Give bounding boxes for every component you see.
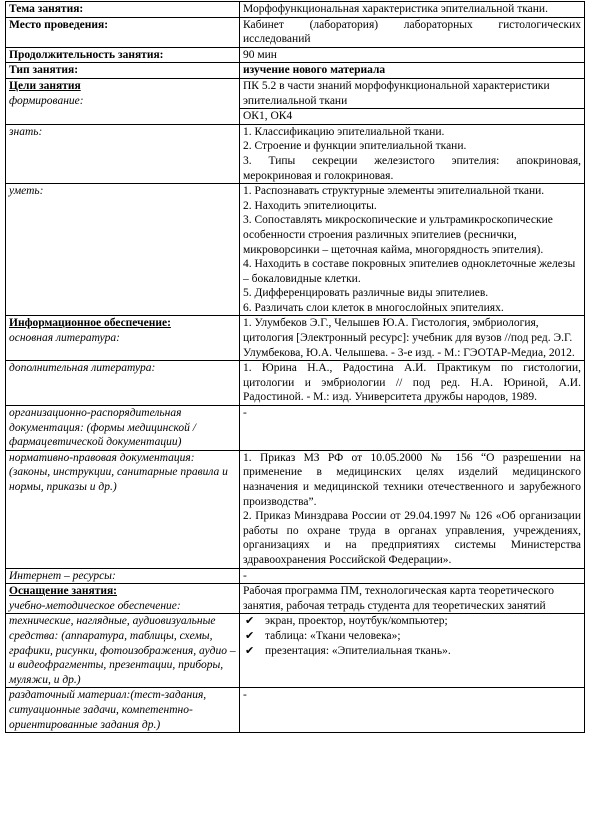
duration-value: 90 мин: [240, 47, 585, 63]
norm-value-cell: [240, 450, 585, 568]
place-value: Кабинет (лаборатория) лабораторных гистологических исследований: [240, 17, 585, 47]
row-able: [6, 184, 585, 316]
place-label: Место проведения:: [6, 17, 240, 47]
check-mark-icon: ✔: [245, 614, 255, 628]
check-mark-icon: ✔: [245, 628, 255, 642]
equip-value: Рабочая программа ПМ, технологическая карта теоретического занятия, рабочая тетрадь студента для теоретических занятий: [240, 584, 585, 614]
row-topic: [6, 2, 585, 18]
goals-value-2: ОК1, ОК4: [240, 109, 585, 125]
know-value-cell: [240, 124, 585, 183]
tech-item: [243, 629, 581, 644]
goals-label-cell: [6, 78, 240, 124]
able-label: уметь:: [6, 184, 240, 316]
check-mark-icon: ✔: [245, 643, 255, 657]
tech-list: [243, 614, 581, 658]
goals-label: Цели занятия: [9, 79, 81, 92]
tech-value-cell: [240, 614, 585, 688]
internet-value: -: [240, 568, 585, 584]
able-item: 1. Распознавать структурные элементы эпителиальной ткани.: [243, 185, 545, 198]
row-tech: [6, 614, 585, 688]
lesson-plan-table: [5, 1, 585, 733]
type-label: Тип занятия:: [6, 63, 240, 79]
row-type: [6, 63, 585, 79]
able-item: 2. Находить эпителиоциты.: [243, 199, 377, 212]
row-equip: [6, 584, 585, 614]
extra-value: 1. Юрина Н.А., Радостина А.И. Практикум по гистологии, цитологии и эмбриологии // под ред. Н.А. Юриной, А.И. Радостиной. - М.: изд. Университета дружбы народов, 1989.: [240, 361, 585, 406]
duration-label: Продолжительность занятия:: [6, 47, 240, 63]
row-internet: [6, 568, 585, 584]
able-item: 3. Сопоставлять микроскопические и ультрамикроскопические особенности строения различных эпителиев (реснички, микроворсинки – щеточная кайма, многорядность эпителия).: [243, 214, 553, 256]
tech-item: [243, 644, 581, 659]
info-value: 1. Улумбеков Э.Г., Челышев Ю.А. Гистология, эмбриология, цитология [Электронный ресурс]: учебник для вузов //под ред. Э.Г. Улумбекова, Ю.А. Челышева. - 3-е изд. - М.: ГЭОТАР-Медиа, 2012.: [240, 316, 585, 361]
tech-label: технические, наглядные, аудиовизуальные средства: (аппаратура, таблицы, схемы, графики, рисунки, фотоизображения, аудио – и видеофрагменты, презентации, приборы, муляжи, и др.): [6, 614, 240, 688]
equip-sublabel: учебно-методическое обеспечение:: [9, 599, 181, 612]
row-org: [6, 406, 585, 451]
know-label: знать:: [6, 124, 240, 183]
row-goals-1: [6, 78, 585, 108]
know-item: 1. Классификацию эпителиальной ткани.: [243, 125, 445, 138]
info-label: Информационное обеспечение:: [9, 317, 171, 330]
extra-label: дополнительная литература:: [6, 361, 240, 406]
topic-label: Тема занятия:: [6, 2, 240, 18]
info-sublabel: основная литература:: [9, 332, 120, 345]
row-duration: [6, 47, 585, 63]
type-value: изучение нового материала: [240, 63, 585, 79]
topic-value: Морфофункциональная характеристика эпителиальной ткани.: [240, 2, 585, 18]
norm-item: 1. Приказ МЗ РФ от 10.05.2000 № 156 “О разрешении на применение в медицинских целях изделий медицинского назначения и медицинской техники отечественного и зарубежного производства”.: [243, 451, 581, 508]
tech-item-text: таблица: «Ткани человека»;: [265, 629, 401, 642]
tech-item-text: экран, проектор, ноутбук/компьютер;: [265, 615, 448, 628]
row-info: [6, 316, 585, 361]
row-place: [6, 17, 585, 47]
row-norm: [6, 450, 585, 568]
able-item: 4. Находить в составе покровных эпителиев одноклеточные железы – бокаловидные клетки.: [243, 258, 576, 285]
row-know: [6, 124, 585, 183]
tech-item-text: презентация: «Эпителиальная ткань».: [265, 644, 451, 657]
handout-value: -: [240, 688, 585, 733]
goals-value-1: ПК 5.2 в части знаний морфофункциональной характеристики эпителиальной ткани: [240, 78, 585, 108]
able-item: 6. Различать слои клеток в многослойных эпителиях.: [243, 301, 504, 314]
org-label: организационно-распорядительная документация: (формы медицинской /фармацевтической документации): [6, 406, 240, 451]
goals-sublabel: формирование:: [9, 94, 84, 107]
tech-item: [243, 614, 581, 629]
norm-label: нормативно-правовая документация: (законы, инструкции, санитарные правила и нормы, приказы и др.): [6, 450, 240, 568]
equip-label-cell: [6, 584, 240, 614]
row-extra: [6, 361, 585, 406]
norm-item: 2. Приказ Минздрава России от 29.04.1997 № 126 «Об организации работы по охране труда в органах управления, учреждениях, организациях и на предприятиях системы Министерства здравоохранения Российской Федерации».: [243, 510, 581, 566]
row-handout: [6, 688, 585, 733]
info-label-cell: [6, 316, 240, 361]
know-item: 2. Строение и функции эпителиальной ткани.: [243, 140, 467, 153]
equip-label: Оснащение занятия:: [9, 585, 118, 598]
internet-label: Интернет – ресурсы:: [6, 568, 240, 584]
able-item: 5. Дифференцировать различные виды эпителиев.: [243, 287, 489, 300]
able-value-cell: [240, 184, 585, 316]
know-item: 3. Типы секреции железистого эпителия: апокриновая, мерокриновая и голокриновая.: [243, 154, 581, 182]
handout-label: раздаточный материал:(тест-задания, ситуационные задачи, компетентно-ориентированные задания др.): [6, 688, 240, 733]
org-value: -: [240, 406, 585, 451]
